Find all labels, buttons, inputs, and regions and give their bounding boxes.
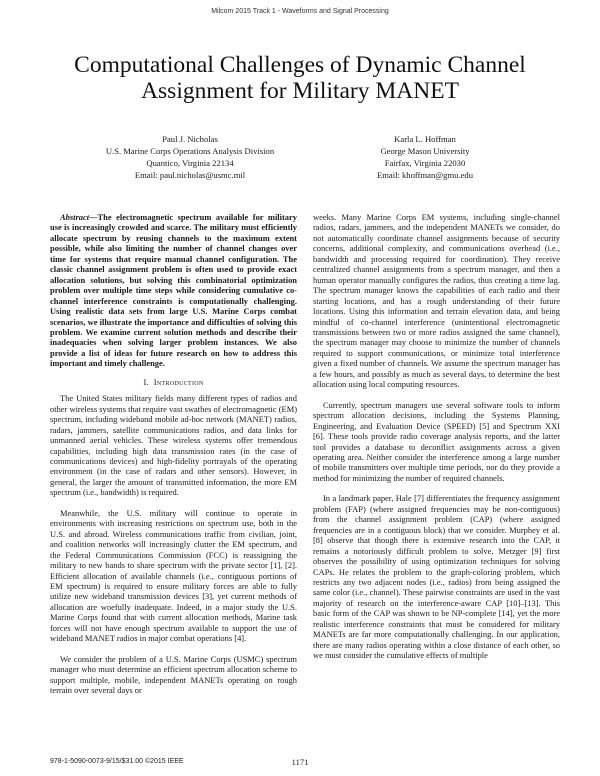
body-paragraph: Meanwhile, the U.S. military will continue to operate in environments with increasing restrictions on spectrum use, both in the U.S. and abroad. Wireless communications traffic from civilian, joint, and coalition networks will increasingly clutter the EM spectrum, and the Federal Communications Commission (FCC) is reassigning the military to new bands to share spectrum with the private sector [1], [2]. Efficient allocation of available channels (i.e., contiguous portions of EM spectrum) is required to ensure military forces are able to fully utilize new wideband transmission devices [3], yet current methods of allocation are woefully inadequate. Indeed, in a major study the U.S. Marine Corps found that with current allocation methods, Marine task forces will not have enough spectrum available to support the use of wideband MANET radios in major combat operations [4]. [50,507,297,644]
author-block-1 [80,133,300,181]
body-paragraph: In a landmark paper, Hale [7] differentiates the frequency assignment problem (FAP) (where assigned frequencies may be non-contiguous) from the channel assignment problem (CAP) (where assigned frequencies are in a contiguous block) that we consider. Murphey et al. [8] observe that though there is extensive research into the CAP, it remains a notoriously difficult problem to solve. Metzger [9] first observes the possibility of using optimization techniques for solving CAPs. He relates the problem to the graph-coloring problem, which restricts any two adjacent nodes (i.e., radios) from being assigned the same color (i.e., channel). These pairwise constraints are used in the vast majority of research on the interference-aware CAP [10]–[13]. This basic form of the CAP was shown to be NP-complete [14], yet the more realistic interference constraints that must be considered for military MANETs are far more computationally challenging. In our application, there are many radios operating within a close distance of each other, so we must consider the cumulative effects of multiple [313,493,560,661]
copyright-notice: 978-1-5090-0073-9/15/$31.00 ©2015 IEEE [50,758,184,765]
body-paragraph: The United States military fields many different types of radios and other wireless systems that require vast swathes of electromagnetic (EM) spectrum, including wideband mobile ad-hoc network (MANET) radios, radars, jammers, satellite communications radios, and data links for unmanned aerial vehicles. These wireless systems offer tremendous capabilities, including high data transmission rates (in the case of communications devices) and high-fidelity portrayals of the operating environment (in the case of radars and other sensors). However, in general, the larger the amount of transmitted information, the more EM spectrum (i.e., bandwidth) is required. [50,393,297,498]
page-number: 1171 [291,757,309,767]
abstract-text: —The electromagnetic spectrum available for military use is increasingly crowded and scarce. The military must efficiently allocate spectrum by reusing channels to the maximum extent possible, while also limiting the number of channel changes over time for systems that require manual channel configuration. The classic channel assignment problem is often used to provide exact allocation solutions, but solving this combinatorial optimization problem over multiple time steps while considering cumulative co-channel interference constraints is computationally challenging. Using realistic data sets from large U.S. Marine Corps combat scenarios, we illustrate the importance and difficulties of solving this problem. We examine current solution methods and describe their inadequacies when solving larger problem instances. We also provide a list of ideas for future research on how to address this important and timely challenge. [50,212,297,369]
author-affiliation: U.S. Marine Corps Operations Analysis Division [105,146,275,156]
author-affiliation: George Mason University [380,146,470,156]
right-column [313,212,560,661]
abstract-label: Abstract [60,212,90,222]
author-location: Quantico, Virginia 22134 [146,158,234,168]
author-name: Paul J. Nicholas [162,134,218,144]
author-location: Fairfax, Virginia 22030 [384,158,466,168]
author-email: Email: paul.nicholas@usmc.mil [134,170,246,180]
body-paragraph: weeks. Many Marine Corps EM systems, including single-channel radios, radars, jammers, and the independent MANETs we consider, do not automatically coordinate channel assignments because of security concerns, additional complexity, and communications overhead (i.e., bandwidth and processing required for coordination). They receive centralized channel assignments from a spectrum manager, and then a human operator manually configures the radios, thus creating a time lag. The spectrum manager knows the capabilities of each radio and their starting locations, and has a rough understanding of their future locations. Using this information and terrain elevation data, and being mindful of co-channel interference (unintentional electromagnetic transmissions between two or more radios assigned the same channel), the spectrum manager may choose to minimize the number of channels required to support communications, or minimize total interference given a fixed number of channels. We assume the spectrum manager has a few hours, and possibly as much as several days, to determine the best allocation using local computing resources. [313,212,560,390]
section-number: I. [143,376,149,387]
section-heading [50,377,297,387]
left-column [50,212,297,695]
author-name: Karla L. Hoffman [394,134,456,144]
body-paragraph: Currently, spectrum managers use several software tools to inform spectrum allocation decisions, including the Systems Planning, Engineering, and Evaluation Device (SPEED) [5] and Spectrum XXI [6]. These tools provide radio coverage analysis reports, and the latter tool provides a database to deconflict assignments across a given operating area. Neither consider the interference among a large number of mobile transmitters over multiple time periods, nor do they provide a method for minimizing the number of required channels. [313,399,560,483]
section-title: Introduction [153,376,204,387]
author-email: Email: khoffman@gmu.edu [376,170,474,180]
body-paragraph: We consider the problem of a U.S. Marine Corps (USMC) spectrum manager who must determine an efficient spectrum allocation scheme to support multiple, mobile, independent MANETs operating on rough terrain over several days or [50,653,297,696]
running-head: Milcom 2015 Track 1 - Waveforms and Signal Processing [211,8,389,15]
abstract [50,212,297,369]
paper-title: Computational Challenges of Dynamic Channel Assignment for Military MANET [74,52,526,104]
author-block-2 [320,133,530,181]
